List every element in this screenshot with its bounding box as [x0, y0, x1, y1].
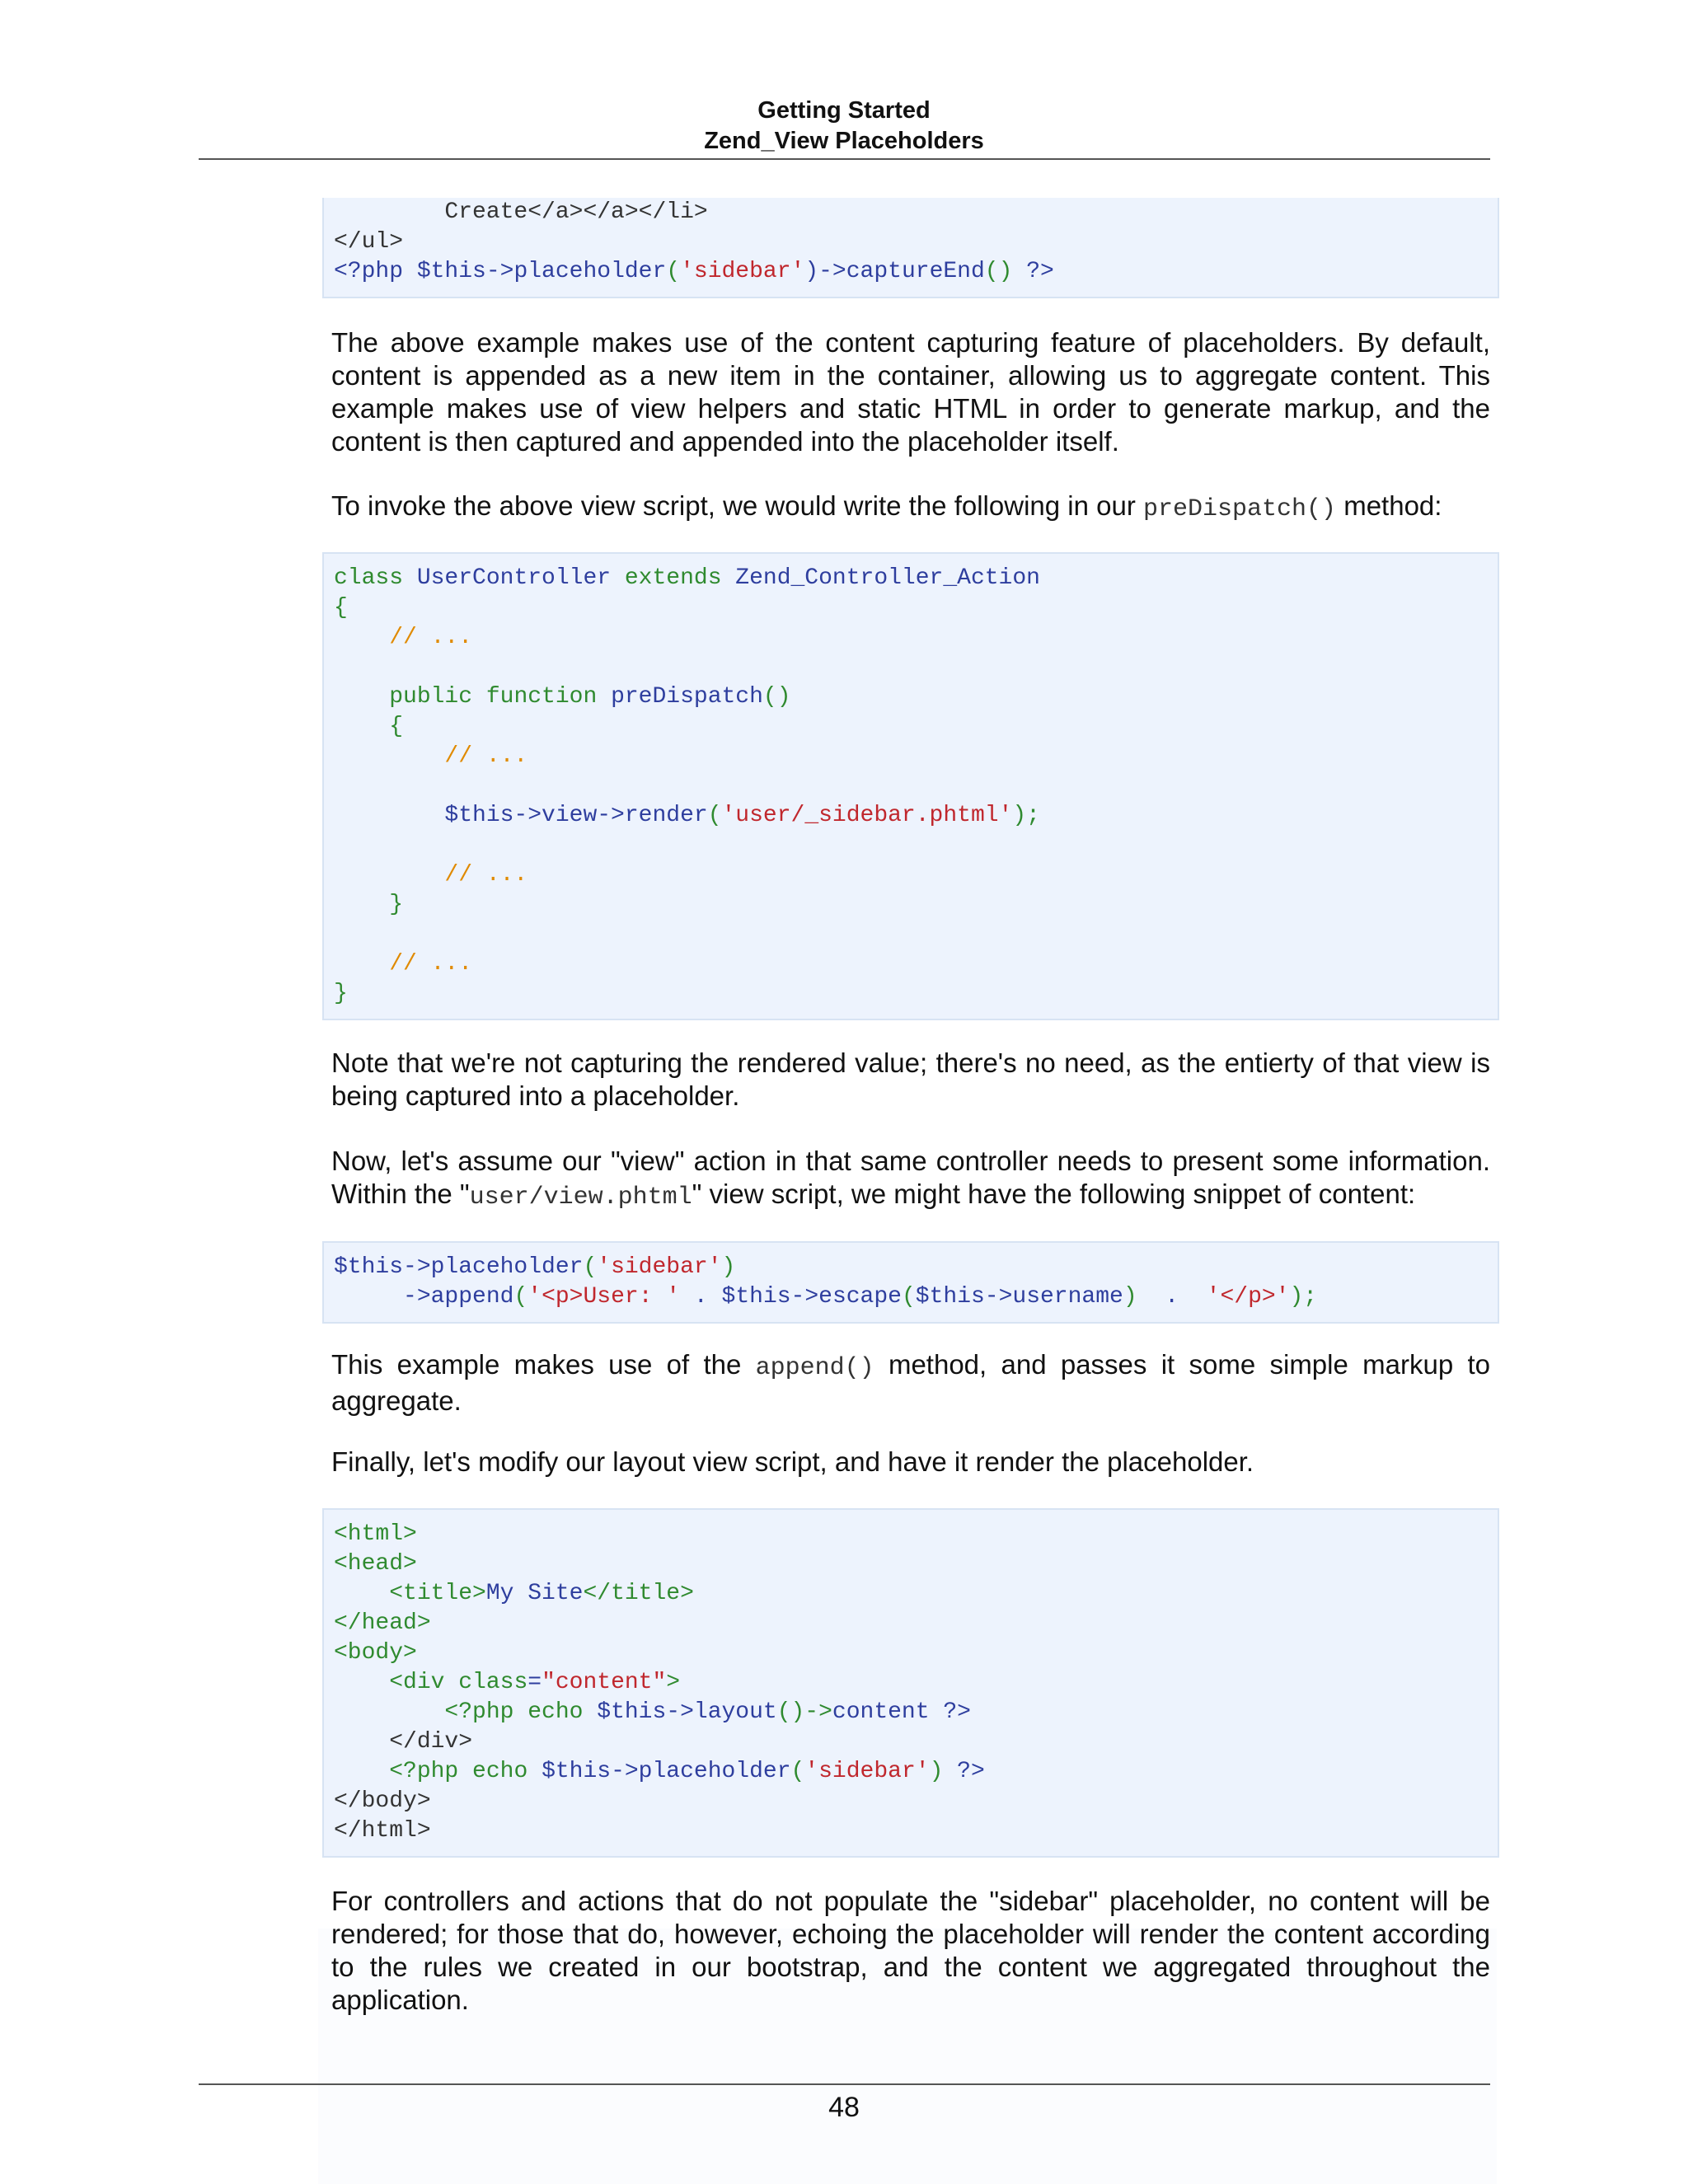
- code-token: '<p>User: ': [528, 1284, 681, 1310]
- code-line: [334, 623, 1488, 653]
- code-token: echo: [528, 1699, 598, 1725]
- code-token: (): [762, 684, 791, 710]
- code-line: [334, 1609, 1488, 1638]
- code-token: $this->placeholder: [334, 1254, 584, 1280]
- code-token: public: [389, 684, 486, 710]
- para2-before: To invoke the above view script, we would write the following in our: [331, 490, 1143, 521]
- code-token: [334, 862, 444, 888]
- code-token: Zend_Controller_Action: [735, 565, 1040, 591]
- code-token: (: [790, 1759, 805, 1784]
- code-line: [334, 257, 1488, 287]
- para4-before: Now, let's assume our "view" action in that same controller needs to present some information. Within the ": [331, 1146, 1490, 1209]
- running-header: [0, 96, 1688, 157]
- chapter-title: Getting Started: [757, 97, 931, 124]
- code-token: $this->escape: [721, 1284, 902, 1310]
- code-token: </head>: [334, 1610, 431, 1636]
- code-token: [334, 1670, 389, 1695]
- code-line: [334, 1757, 1488, 1787]
- code-token: function: [485, 684, 612, 710]
- code-token: (: [666, 259, 681, 284]
- code-line: [334, 742, 1488, 771]
- code-token: content: [832, 1699, 930, 1725]
- code-line: [334, 593, 1488, 623]
- code-block-capture-end: [322, 198, 1499, 298]
- code-line: [334, 801, 1488, 831]
- paragraph-view-action: [331, 1145, 1490, 1214]
- paragraph-append-method: [331, 1348, 1490, 1418]
- code-token: [334, 1581, 389, 1606]
- inline-code-view-phtml: user/view.phtml: [469, 1183, 692, 1212]
- code-line: [334, 1668, 1488, 1698]
- para4-after: " view script, we might have the following snippet of content:: [692, 1179, 1416, 1209]
- code-line: [334, 1579, 1488, 1609]
- paragraph-not-capturing: Note that we're not capturing the rendered value; there's no need, as the entierty of that view is being captured into a placeholder.: [331, 1047, 1490, 1111]
- code-token: echo: [472, 1759, 542, 1784]
- code-token: [334, 684, 389, 710]
- code-block-user-controller: [322, 552, 1499, 1020]
- inline-code-predispatch: preDispatch(): [1143, 495, 1337, 523]
- para2-after: method:: [1336, 490, 1442, 521]
- code-token: captureEnd: [846, 259, 985, 284]
- code-line: [334, 831, 1488, 860]
- code-line: [334, 1520, 1488, 1549]
- code-line: [334, 920, 1488, 949]
- code-token: );: [1289, 1284, 1318, 1310]
- code-line: [334, 771, 1488, 801]
- code-token: }: [389, 892, 404, 917]
- code-token: ->: [334, 1284, 431, 1310]
- code-token: $this->layout: [597, 1699, 777, 1725]
- code-token: {: [389, 714, 404, 739]
- code-token: [334, 625, 389, 650]
- code-line: [334, 1282, 1488, 1312]
- code-token: $this->username: [915, 1284, 1123, 1310]
- code-token: [334, 743, 444, 769]
- code-line: [334, 682, 1488, 712]
- code-token: "content": [542, 1670, 667, 1695]
- code-token: );: [1012, 803, 1040, 828]
- code-token: (: [513, 1284, 528, 1310]
- code-token: [334, 803, 444, 828]
- code-token: append: [430, 1284, 514, 1310]
- code-token: // ...: [389, 625, 473, 650]
- code-token: $this->placeholder: [416, 259, 667, 284]
- code-line: [334, 1253, 1488, 1282]
- code-token: ?>: [929, 1699, 971, 1725]
- code-token: <?php: [334, 259, 417, 284]
- code-token: 'sidebar': [597, 1254, 722, 1280]
- code-token: </body>: [334, 1788, 431, 1814]
- code-token: 'user/_sidebar.phtml': [721, 803, 1013, 828]
- code-token: preDispatch: [611, 684, 763, 710]
- code-token: [334, 714, 389, 739]
- code-token: </ul>: [334, 229, 404, 255]
- code-token: [334, 951, 389, 977]
- code-token: class: [334, 565, 417, 591]
- code-token: <head>: [334, 1551, 417, 1577]
- paragraph-controllers-actions: For controllers and actions that do not populate the "sidebar" placeholder, no content will be rendered; for those that do, however, echoing the placeholder will render the content according to the rules we created in our bootstrap, and the content we aggregated throughout the application.: [331, 1886, 1490, 2015]
- code-token: }: [334, 981, 348, 1006]
- code-token: extends: [624, 565, 736, 591]
- paragraph-modify-layout: Finally, let's modify our layout view script, and have it render the placeholder.: [331, 1446, 1254, 1477]
- code-token: // ...: [389, 951, 473, 977]
- code-line: [334, 712, 1488, 742]
- code-line: [334, 564, 1488, 593]
- code-token: (: [707, 803, 722, 828]
- inline-code-append: append(): [755, 1354, 874, 1382]
- code-token: Create</a></a></li>: [334, 199, 708, 225]
- code-token: </title>: [583, 1581, 694, 1606]
- code-token: '</p>': [1206, 1284, 1290, 1310]
- code-block-append-sidebar: [322, 1241, 1499, 1324]
- code-line: [334, 198, 1488, 227]
- code-token: [334, 1699, 444, 1725]
- code-line: [334, 1549, 1488, 1579]
- code-token: <?php: [444, 1699, 528, 1725]
- code-token: <body>: [334, 1640, 417, 1666]
- code-token: (): [984, 259, 1013, 284]
- code-token: ): [721, 1254, 736, 1280]
- footer-divider: [199, 2083, 1490, 2085]
- header-divider: [199, 158, 1490, 160]
- code-line: [334, 890, 1488, 920]
- code-token: [334, 1759, 389, 1784]
- code-line: [334, 1816, 1488, 1846]
- code-token: </html>: [334, 1818, 431, 1844]
- code-token: <title>: [389, 1581, 486, 1606]
- para5-before: This example makes use of the: [331, 1349, 756, 1380]
- code-token: [334, 892, 389, 917]
- code-block-layout-html: [322, 1508, 1499, 1858]
- code-token: UserController: [416, 565, 625, 591]
- code-token: <?php: [389, 1759, 473, 1784]
- code-line: [334, 1787, 1488, 1816]
- code-line: [334, 1727, 1488, 1757]
- code-token: ?>: [1012, 259, 1054, 284]
- code-token: ?>: [943, 1759, 985, 1784]
- code-token: <div: [389, 1670, 459, 1695]
- code-token: >: [666, 1670, 681, 1695]
- code-token: <html>: [334, 1521, 417, 1547]
- code-token: ()->: [776, 1699, 832, 1725]
- code-line: [334, 653, 1488, 682]
- code-token: ): [1123, 1284, 1151, 1310]
- code-token: My Site: [485, 1581, 584, 1606]
- code-token: ): [929, 1759, 944, 1784]
- code-line: [334, 860, 1488, 890]
- code-token: // ...: [444, 862, 528, 888]
- code-token: =: [528, 1670, 542, 1695]
- code-token: 'sidebar': [680, 259, 805, 284]
- code-line: [334, 227, 1488, 257]
- code-token: (: [901, 1284, 916, 1310]
- code-token: {: [334, 595, 348, 621]
- code-token: </div>: [334, 1729, 473, 1755]
- code-line: [334, 949, 1488, 979]
- section-title: Zend_View Placeholders: [704, 128, 984, 154]
- code-token: class: [458, 1670, 528, 1695]
- page-number: 48: [828, 2092, 860, 2123]
- para5-after: method, and passes it some simple markup to aggregate.: [331, 1349, 1490, 1416]
- code-token: .: [1151, 1284, 1207, 1310]
- code-line: [334, 979, 1488, 1009]
- code-line: [334, 1698, 1488, 1727]
- code-token: .: [680, 1284, 722, 1310]
- code-token: $this->placeholder: [542, 1759, 791, 1784]
- code-token: 'sidebar': [804, 1759, 930, 1784]
- code-line: [334, 1638, 1488, 1668]
- paragraph-capture-explanation: The above example makes use of the content capturing feature of placeholders. By default, content is appended as a new item in the container, allowing us to aggregate content. This example makes use of view helpers and static HTML in order to generate markup, and the content is then captured and appended into the placeholder itself.: [331, 327, 1490, 457]
- code-token: )->: [804, 259, 846, 284]
- paragraph-invoke-view-script: [331, 490, 1490, 526]
- code-token: // ...: [444, 743, 528, 769]
- code-token: (: [583, 1254, 598, 1280]
- code-token: $this->view->render: [444, 803, 708, 828]
